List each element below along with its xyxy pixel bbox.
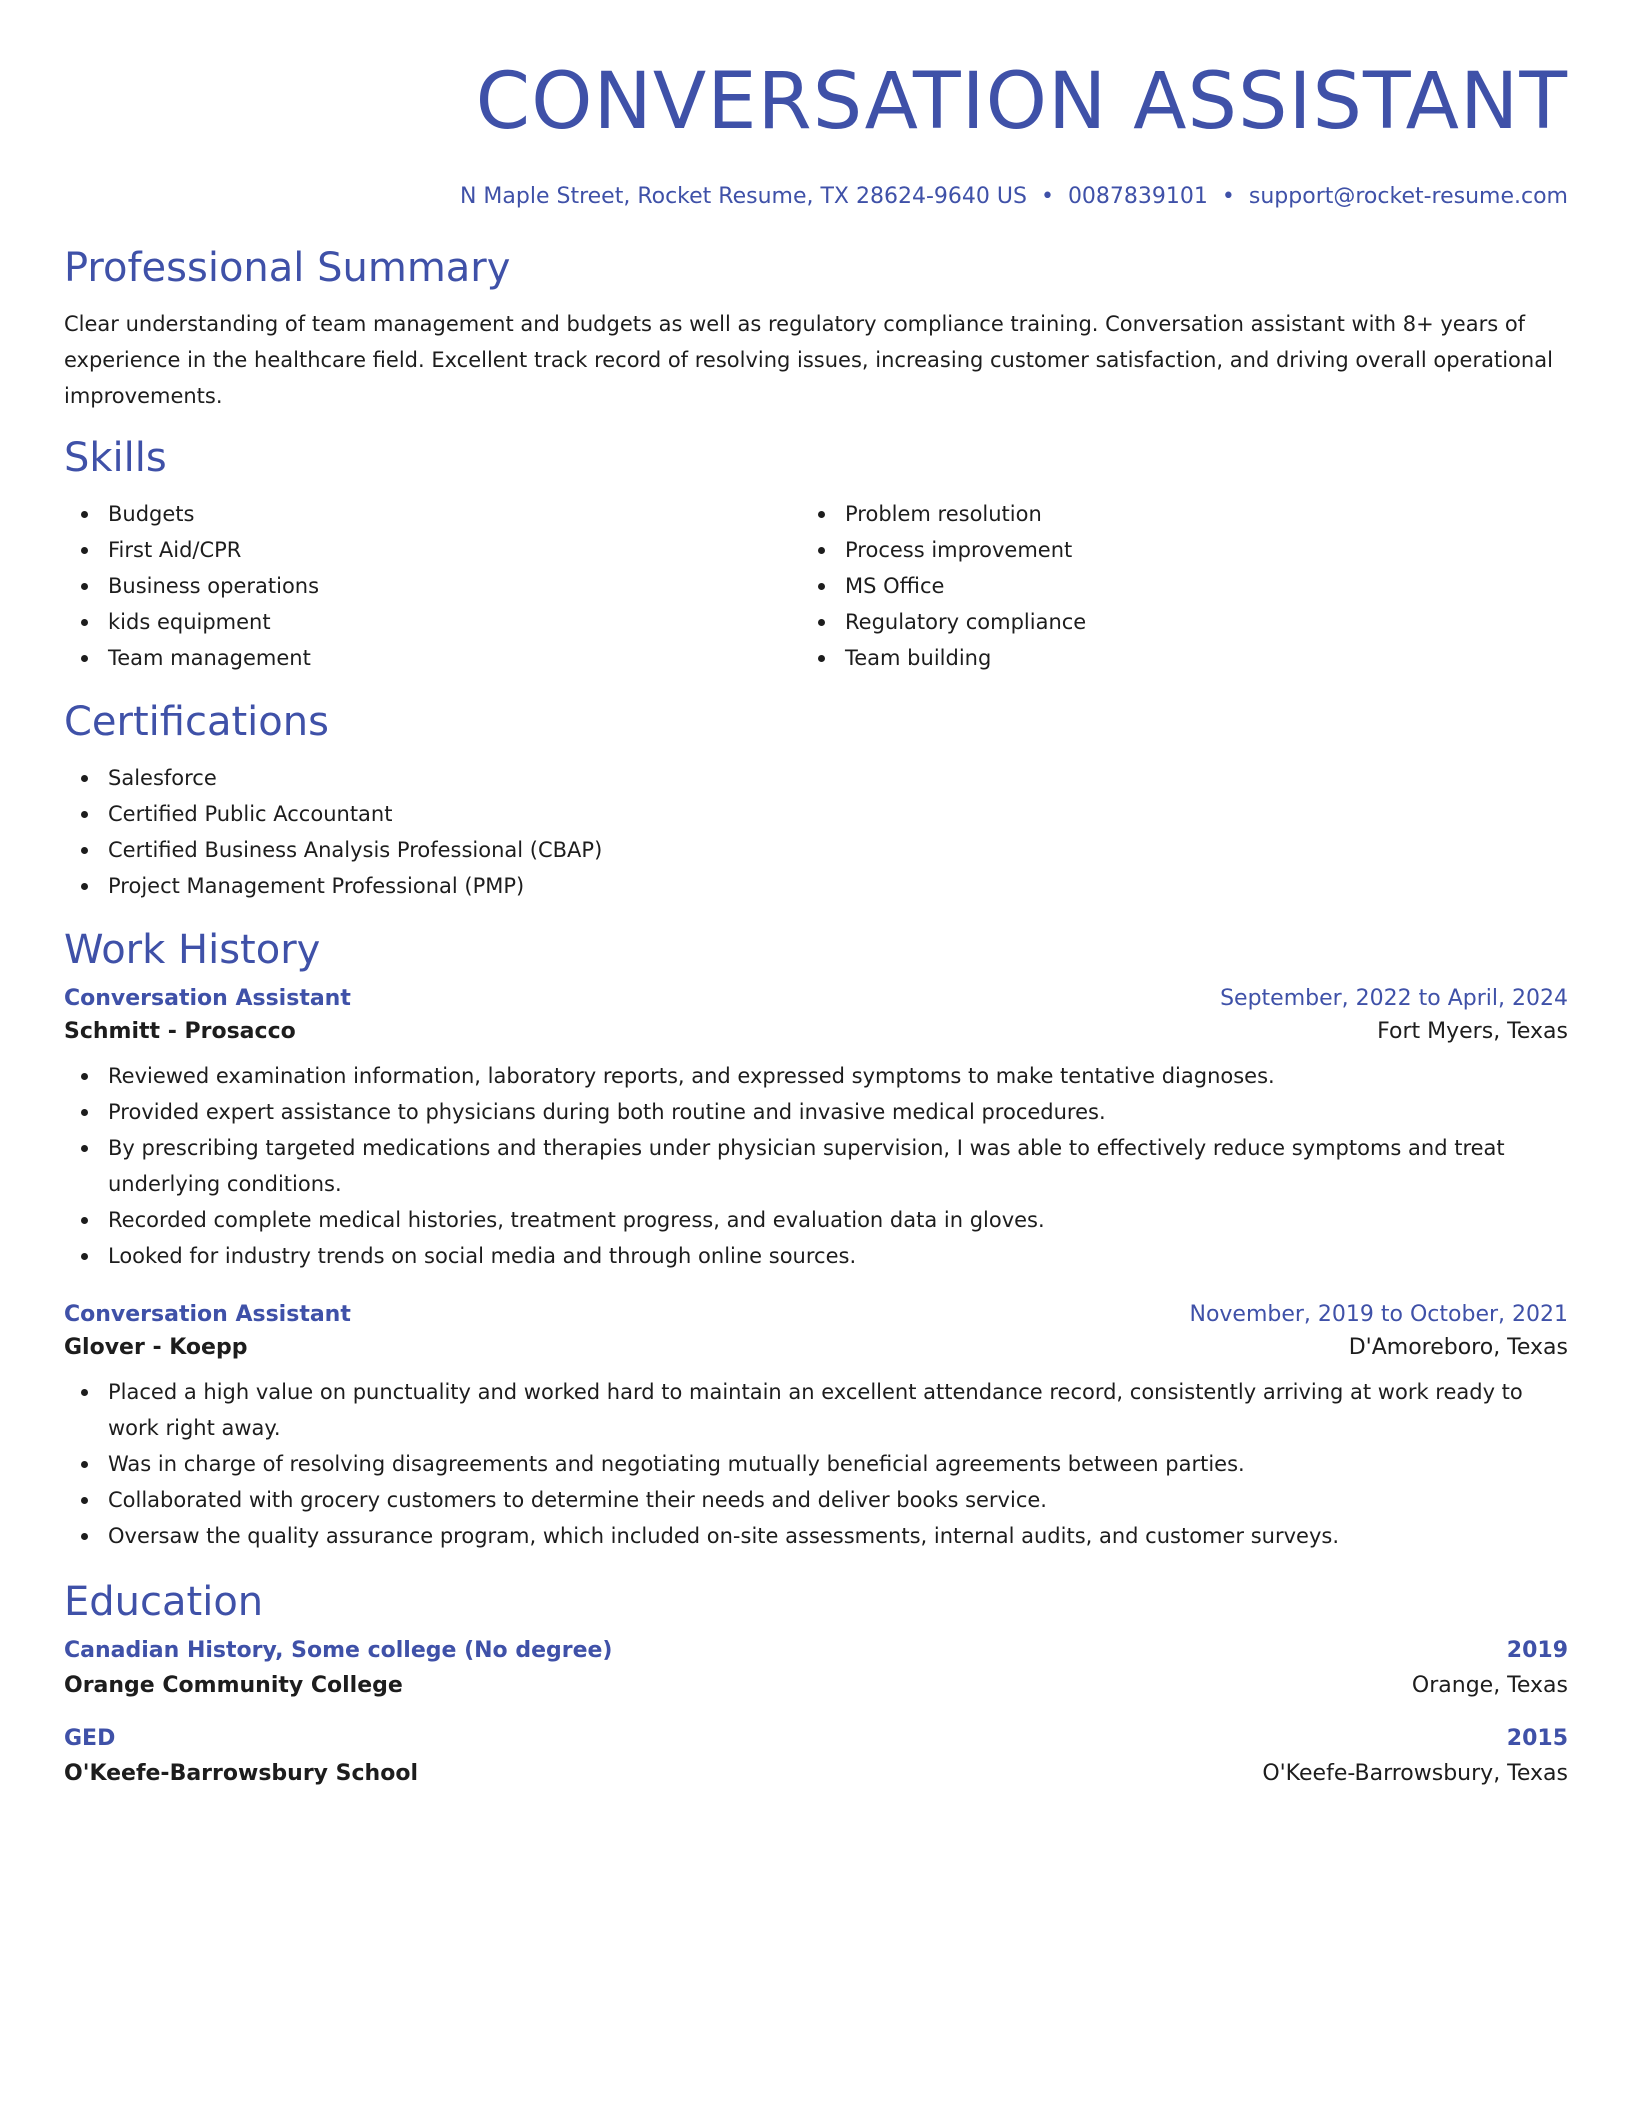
job-dates: September, 2022 to April, 2024: [1220, 986, 1568, 1011]
education-school-row: [64, 1673, 1568, 1698]
job-header-row: [64, 1302, 1568, 1327]
education-heading: Education: [64, 1579, 264, 1625]
job-company: Schmitt - Prosacco: [64, 1019, 296, 1044]
contact-phone: 0087839101: [1067, 184, 1208, 209]
job-location: D'Amoreboro, Texas: [1348, 1335, 1568, 1360]
certification-item: Salesforce: [64, 760, 1568, 796]
job-header-row: [64, 986, 1568, 1011]
education-entry: [64, 1726, 1568, 1786]
skills-section: [64, 434, 1568, 676]
job-bullet: Placed a high value on punctuality and worked hard to maintain an excellent attendance record, consistently arriving at work ready to work right away.: [64, 1374, 1568, 1446]
education-header-row: [64, 1638, 1568, 1663]
job-company: Glover - Koepp: [64, 1335, 248, 1360]
certifications-heading: Certifications: [64, 699, 329, 745]
job-title: Conversation Assistant: [64, 986, 351, 1011]
skill-item: kids equipment: [64, 604, 801, 640]
job-bullet: Was in charge of resolving disagreements and negotiating mutually beneficial agreements between parties.: [64, 1446, 1568, 1482]
job-dates: November, 2019 to October, 2021: [1189, 1302, 1568, 1327]
skill-item: Budgets: [64, 496, 801, 532]
job-bullet: Looked for industry trends on social media and through online sources.: [64, 1238, 1568, 1274]
summary-heading: Professional Summary: [64, 245, 511, 291]
skill-item: Team building: [801, 640, 1538, 676]
certifications-section: [64, 698, 1568, 904]
certifications-list: [64, 760, 1568, 904]
contact-line: [64, 184, 1568, 209]
education-section: [64, 1578, 1568, 1786]
education-school: Orange Community College: [64, 1673, 403, 1698]
job-company-row: [64, 1019, 1568, 1044]
skill-item: First Aid/CPR: [64, 532, 801, 568]
work-history-heading: Work History: [64, 927, 321, 973]
job-bullet: Provided expert assistance to physicians during both routine and invasive medical procedures.: [64, 1094, 1568, 1130]
skills-grid: [64, 496, 1568, 676]
job-bullets: [64, 1058, 1568, 1274]
summary-text: Clear understanding of team management and budgets as well as regulatory compliance training. Conversation assistant with 8+ years of experience in the healthcare field. Excellent track record of resolving issues, increasing customer satisfaction, and driving overall operational improvements.: [64, 312, 1553, 408]
job-entry: [64, 986, 1568, 1274]
education-degree: Canadian History, Some college (No degree): [64, 1638, 613, 1663]
certification-item: Certified Public Accountant: [64, 796, 1568, 832]
education-degree: GED: [64, 1726, 116, 1751]
skill-item: Process improvement: [801, 532, 1538, 568]
job-location: Fort Myers, Texas: [1377, 1019, 1568, 1044]
skills-column-left: [64, 496, 801, 676]
candidate-name: CONVERSATION ASSISTANT: [475, 57, 1568, 147]
education-location: O'Keefe-Barrowsbury, Texas: [1262, 1761, 1568, 1786]
work-history-section: [64, 926, 1568, 1554]
job-bullet: Collaborated with grocery customers to determine their needs and deliver books service.: [64, 1482, 1568, 1518]
summary-section: [64, 244, 1568, 414]
contact-separator: •: [1040, 184, 1054, 209]
skill-item: Team management: [64, 640, 801, 676]
certification-item: Certified Business Analysis Professional (CBAP): [64, 832, 1568, 868]
education-location: Orange, Texas: [1411, 1673, 1568, 1698]
skill-item: Business operations: [64, 568, 801, 604]
job-bullet: Reviewed examination information, laboratory reports, and expressed symptoms to make tentative diagnoses.: [64, 1058, 1568, 1094]
job-bullet: Recorded complete medical histories, treatment progress, and evaluation data in gloves.: [64, 1202, 1568, 1238]
contact-address: N Maple Street, Rocket Resume, TX 28624-9640 US: [459, 184, 1027, 209]
skill-item: Problem resolution: [801, 496, 1538, 532]
job-bullets: [64, 1374, 1568, 1554]
contact-email: support@rocket-resume.com: [1248, 184, 1568, 209]
education-entry: [64, 1638, 1568, 1698]
job-bullet: By prescribing targeted medications and therapies under physician supervision, I was able to effectively reduce symptoms and treat underlying conditions.: [64, 1130, 1568, 1202]
skill-item: Regulatory compliance: [801, 604, 1538, 640]
job-bullet: Oversaw the quality assurance program, which included on-site assessments, internal audits, and customer surveys.: [64, 1518, 1568, 1554]
skills-column-right: [801, 496, 1538, 676]
education-school-row: [64, 1761, 1568, 1786]
job-company-row: [64, 1335, 1568, 1360]
contact-separator: •: [1221, 184, 1235, 209]
job-title: Conversation Assistant: [64, 1302, 351, 1327]
education-header-row: [64, 1726, 1568, 1751]
education-year: 2015: [1506, 1726, 1568, 1751]
certification-item: Project Management Professional (PMP): [64, 868, 1568, 904]
skill-item: MS Office: [801, 568, 1538, 604]
education-school: O'Keefe-Barrowsbury School: [64, 1761, 418, 1786]
skills-heading: Skills: [64, 435, 167, 481]
job-entry: [64, 1302, 1568, 1554]
education-year: 2019: [1506, 1638, 1568, 1663]
